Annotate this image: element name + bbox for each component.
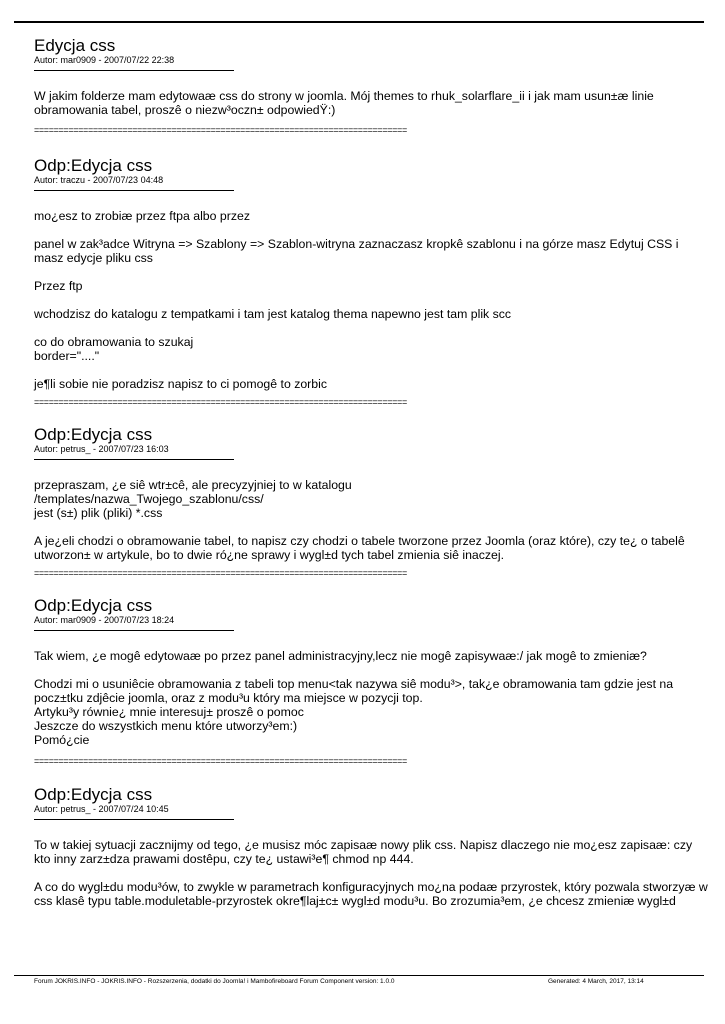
- post-title: Odp:Edycja css: [34, 596, 153, 615]
- header-rule: [14, 21, 704, 23]
- post-divider: [34, 819, 234, 820]
- post: [34, 156, 710, 407]
- post-body: [34, 209, 710, 391]
- post-author: Autor: mar0909 - 2007/07/23 18:24: [34, 615, 175, 625]
- post: [34, 596, 710, 766]
- post-body: [34, 649, 710, 747]
- post-title: Edycja css: [34, 36, 116, 55]
- post-paragraph: przepraszam, ¿e siê wtr±cê, ale precyzyjniej to w katalogu /templates/nazwa_Twojego_szablonu/css/ jest (s±) plik (pliki) *.css: [34, 478, 352, 520]
- footer-source: Forum JOKRIS.INFO - JOKRIS.INFO - Rozszerzenia, dodatki do Joomla! i Mambofireboard Forum Component version: 1.0.0: [34, 978, 395, 985]
- post: [34, 425, 710, 578]
- post-body: [34, 89, 710, 117]
- post-separator: ============================================================================: [34, 125, 407, 135]
- post-paragraph: je¶li sobie nie poradzisz napisz to ci pomogê to zorbic: [34, 377, 327, 391]
- post-divider: [34, 70, 234, 71]
- post-title: Odp:Edycja css: [34, 785, 153, 804]
- footer-rule: [14, 975, 704, 976]
- post-divider: [34, 190, 234, 191]
- post-divider: [34, 630, 234, 631]
- post-paragraph: Tak wiem, ¿e mogê edytowaæ po przez panel administracyjny,lecz nie mogê zapisywaæ:/ jak mogê to zmieniæ?: [34, 649, 647, 663]
- post-separator: ============================================================================: [34, 397, 407, 407]
- forum-thread: [34, 36, 710, 908]
- post-author: Autor: petrus_ - 2007/07/24 10:45: [34, 804, 169, 814]
- post: [34, 785, 710, 908]
- post-author: Autor: petrus_ - 2007/07/23 16:03: [34, 444, 169, 454]
- post: [34, 36, 710, 135]
- post-paragraph: panel w zak³adce Witryna => Szablony => Szablon-witryna zaznaczasz kropkê szablonu i na górze masz Edytuj CSS i masz edycje pliku css: [34, 237, 679, 265]
- post-paragraph: A co do wygl±du modu³ów, to zwykle w parametrach konfiguracyjnych mo¿na podaæ przyrostek, który pozwala stworzyæ w css klasê typu table.moduletable-przyrostek okre¶laj±c± wygl±d modu³u. Bo zrozumia³em, ¿e chcesz zmieniæ wygl±d: [34, 880, 708, 908]
- post-title: Odp:Edycja css: [34, 425, 153, 444]
- post-body: [34, 838, 710, 908]
- post-paragraph: Chodzi mi o usuniêcie obramowania z tabeli top menu<tak nazywa siê modu³>, tak¿e obramowania tam gdzie jest na pocz±tku zdjêcie joomla, oraz z modu³u który ma miejsce w pozycji top. Artyku³y równie¿ mnie interesuj± proszê o pomoc Jeszcze do wszystkich menu które utworzy³em:) Pomó¿cie: [34, 677, 674, 747]
- footer-generated: Generated: 4 March, 2017, 13:14: [548, 978, 644, 985]
- post-author: Autor: traczu - 2007/07/23 04:48: [34, 175, 164, 185]
- post-paragraph: W jakim folderze mam edytowaæ css do strony w joomla. Mój themes to rhuk_solarflare_ii i jak mam usun±æ linie obramowania tabel, proszê o niezw³oczn± odpowiedŸ:): [34, 89, 654, 117]
- post-separator: ============================================================================: [34, 568, 407, 578]
- post-paragraph: A je¿eli chodzi o obramowanie tabel, to napisz czy chodzi o tabele tworzone przez Joomla (oraz które), czy te¿ o tabelê utworzon± w artykule, bo to dwie ró¿ne sprawy i wygl±d tych tabel zmienia siê inaczej.: [34, 534, 685, 562]
- post-divider: [34, 459, 234, 460]
- post-separator: ============================================================================: [34, 756, 407, 766]
- post-paragraph: wchodzisz do katalogu z tempatkami i tam jest katalog thema napewno jest tam plik scc: [34, 307, 512, 321]
- post-paragraph: co do obramowania to szukaj border="....": [34, 335, 194, 363]
- post-paragraph: To w takiej sytuacji zacznijmy od tego, ¿e musisz móc zapisaæ nowy plik css. Napisz dlaczego nie mo¿esz zapisaæ: czy kto inny zarz±dza prawami dostêpu, czy te¿ ustawi³e¶ chmod np 444.: [34, 838, 693, 866]
- post-paragraph: Przez ftp: [34, 279, 83, 293]
- post-author: Autor: mar0909 - 2007/07/22 22:38: [34, 55, 175, 65]
- post-title: Odp:Edycja css: [34, 156, 153, 175]
- post-paragraph: mo¿esz to zrobiæ przez ftpa albo przez: [34, 209, 250, 223]
- post-body: [34, 478, 710, 562]
